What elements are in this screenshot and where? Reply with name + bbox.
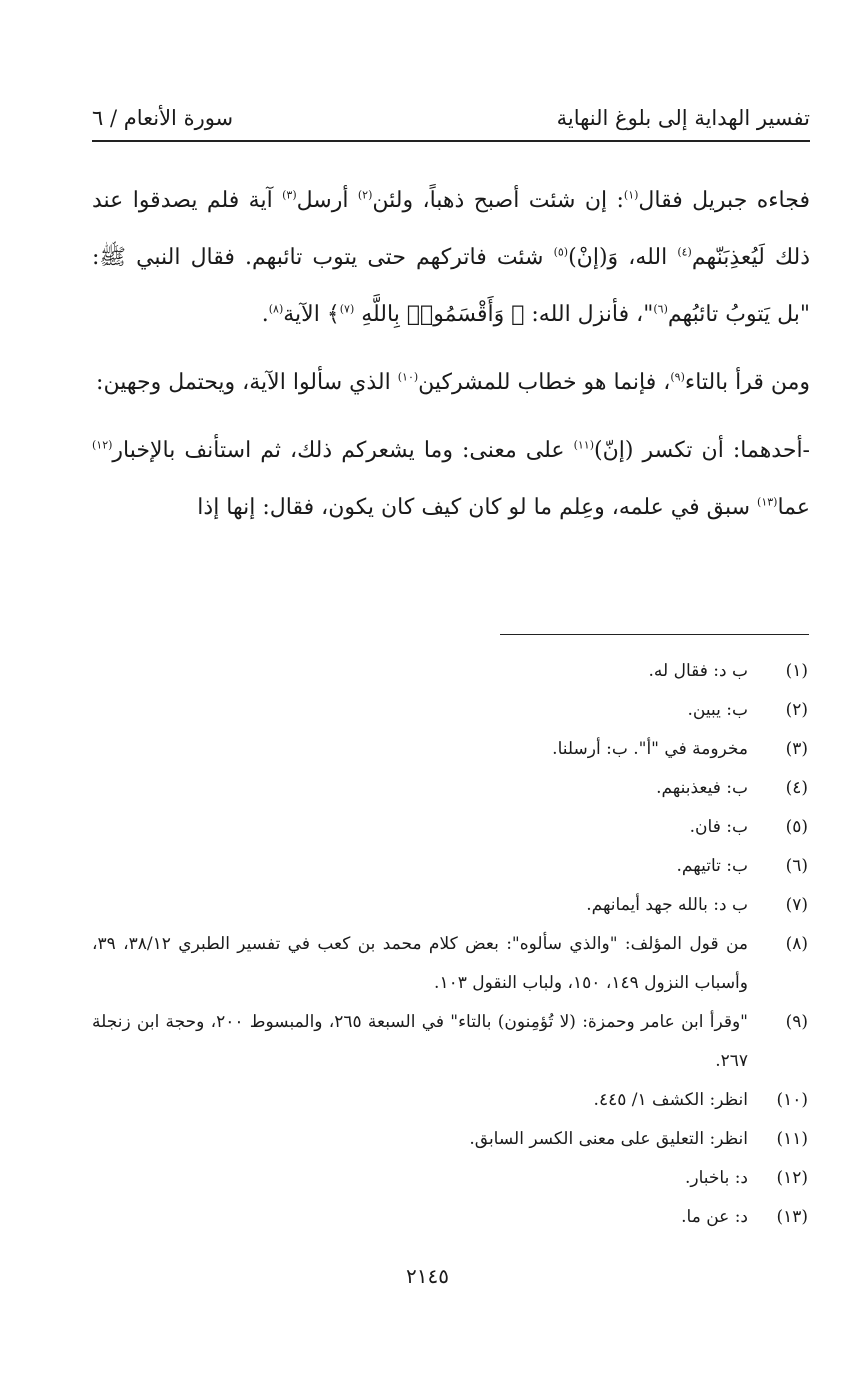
footnote-number: (٦) bbox=[785, 856, 808, 876]
paragraph bbox=[92, 172, 810, 343]
footnote-marker: (١٣) bbox=[757, 495, 778, 509]
footnote-item bbox=[92, 1198, 810, 1237]
footnote-text: د: عن ما. bbox=[681, 1207, 748, 1227]
book-title: تفسير الهداية إلى بلوغ النهاية bbox=[556, 106, 810, 130]
footnote-text: د: باخبار. bbox=[684, 1168, 748, 1188]
footnote-marker: (٦) bbox=[653, 302, 668, 316]
text-segment: ، فإنما هو خطاب للمشركين bbox=[418, 370, 671, 395]
footnote-text: من قول المؤلف: "والذي سألوه": بعض كلام محمد بن كعب في تفسير الطبري ٣٨/١٢، ٣٩، وأسباب النزول ١٤٩، ١٥٠، ولباب النقول ١٠٣. bbox=[92, 934, 748, 993]
text-segment: ومن قرأ بالتاء bbox=[684, 370, 810, 395]
footnote-marker: (١٢) bbox=[92, 438, 113, 452]
footnote-item bbox=[92, 808, 810, 847]
page-number: ٢١٤٥ bbox=[406, 1264, 449, 1288]
text-segment: ﴾ الآية bbox=[283, 302, 340, 327]
footnote-text: مخرومة في "أ". ب: أرسلنا. bbox=[552, 739, 748, 759]
footnote-number: (١٣) bbox=[776, 1207, 808, 1227]
footnote-number: (٧) bbox=[785, 895, 808, 915]
paragraph bbox=[92, 422, 810, 536]
footnote-number: (٩) bbox=[785, 1012, 808, 1032]
footnote-number: (٥) bbox=[785, 817, 808, 837]
footnote-marker: (٤) bbox=[677, 245, 692, 259]
text-segment: آية فلم يصدقوا عند ذلك لَيُعذِبَنّهم bbox=[92, 188, 810, 270]
footnote-item bbox=[92, 691, 810, 730]
footnote-item bbox=[92, 925, 810, 1003]
footnote-text: ب د: فقال له. bbox=[648, 661, 748, 681]
footnote-number: (٣) bbox=[785, 739, 808, 759]
footnote-text: ب: تاتيهم. bbox=[676, 856, 748, 876]
footnotes-list bbox=[92, 652, 810, 1237]
text-segment: فجاءه جبريل فقال bbox=[638, 188, 810, 213]
footnote-item bbox=[92, 1159, 810, 1198]
footnote-item bbox=[92, 1120, 810, 1159]
footnote-item bbox=[92, 886, 810, 925]
footnote-item bbox=[92, 730, 810, 769]
footnote-item bbox=[92, 769, 810, 808]
footnote-number: (٨) bbox=[785, 934, 808, 954]
footnote-number: (١٢) bbox=[776, 1168, 808, 1188]
text-segment: : إن شئت أصبح ذهباً، ولئن bbox=[372, 188, 624, 213]
footnote-marker: (٣) bbox=[282, 188, 297, 202]
footnote-number: (١١) bbox=[776, 1129, 808, 1149]
footnote-marker: (٩) bbox=[670, 370, 685, 384]
footnote-item bbox=[92, 652, 810, 691]
footnote-number: (٤) bbox=[785, 778, 808, 798]
footnote-marker: (٨) bbox=[268, 302, 284, 316]
footnote-text: ب: فيعذبنهم. bbox=[656, 778, 748, 798]
footnote-number: (٢) bbox=[785, 700, 808, 720]
footnote-text: ب: فان. bbox=[689, 817, 748, 837]
footnote-marker: (٧) bbox=[339, 302, 355, 316]
surah-label: سورة الأنعام / ٦ bbox=[92, 106, 234, 130]
footnote-item bbox=[92, 847, 810, 886]
text-segment: . bbox=[261, 302, 269, 327]
footnote-text: ب: يبين. bbox=[687, 700, 748, 720]
footnote-text: انظر: الكشف ١/ ٤٤٥. bbox=[593, 1090, 748, 1110]
footnote-number: (١٠) bbox=[776, 1090, 808, 1110]
footnote-marker: (١٠) bbox=[397, 370, 419, 384]
text-segment: أرسل bbox=[296, 188, 358, 213]
paragraph bbox=[92, 354, 810, 411]
footnote-marker: (١١) bbox=[573, 438, 595, 452]
footnote-separator bbox=[500, 634, 809, 635]
text-segment: الله، وَ(إنْ) bbox=[568, 245, 678, 270]
text-segment: "، فأنزل الله: ﴿ وَأَقْسَمُوا۟ بِاللَّهِ bbox=[354, 302, 654, 327]
text-segment: سبق في علمه، وعِلم ما لو كان كيف كان يكون، فقال: إنها إذا bbox=[197, 495, 758, 520]
text-segment: شئت فاتركهم حتى يتوب تائبهم. فقال النبي ﷺ: "بل يَتوبُ تائبُهم bbox=[92, 245, 810, 327]
footnote-text: "وقرأ ابن عامر وحمزة: (لا تُؤمِنون) بالتاء" في السبعة ٢٦٥، والمبسوط ٢٠٠، وحجة ابن زنجلة ٢٦٧. bbox=[92, 1012, 748, 1071]
running-header bbox=[92, 100, 810, 142]
main-text bbox=[92, 172, 810, 536]
text-segment: على معنى: وما يشعركم ذلك، ثم استأنف بالإخبار bbox=[112, 438, 574, 463]
footnote-text: ب د: بالله جهد أيمانهم. bbox=[586, 895, 748, 915]
footnote-marker: (٥) bbox=[553, 245, 569, 259]
text-segment: الذي سألوا الآية، ويحتمل وجهين: bbox=[96, 370, 398, 395]
text-segment: -أحدهما: أن تكسر (إنّ) bbox=[594, 438, 810, 463]
footnote-text: انظر: التعليق على معنى الكسر السابق. bbox=[469, 1129, 748, 1149]
footnote-item bbox=[92, 1003, 810, 1081]
text-segment: عما bbox=[777, 495, 810, 520]
footnote-marker: (٢) bbox=[357, 188, 373, 202]
footnote-marker: (١) bbox=[623, 188, 639, 202]
footnote-item bbox=[92, 1081, 810, 1120]
footnote-number: (١) bbox=[785, 661, 808, 681]
